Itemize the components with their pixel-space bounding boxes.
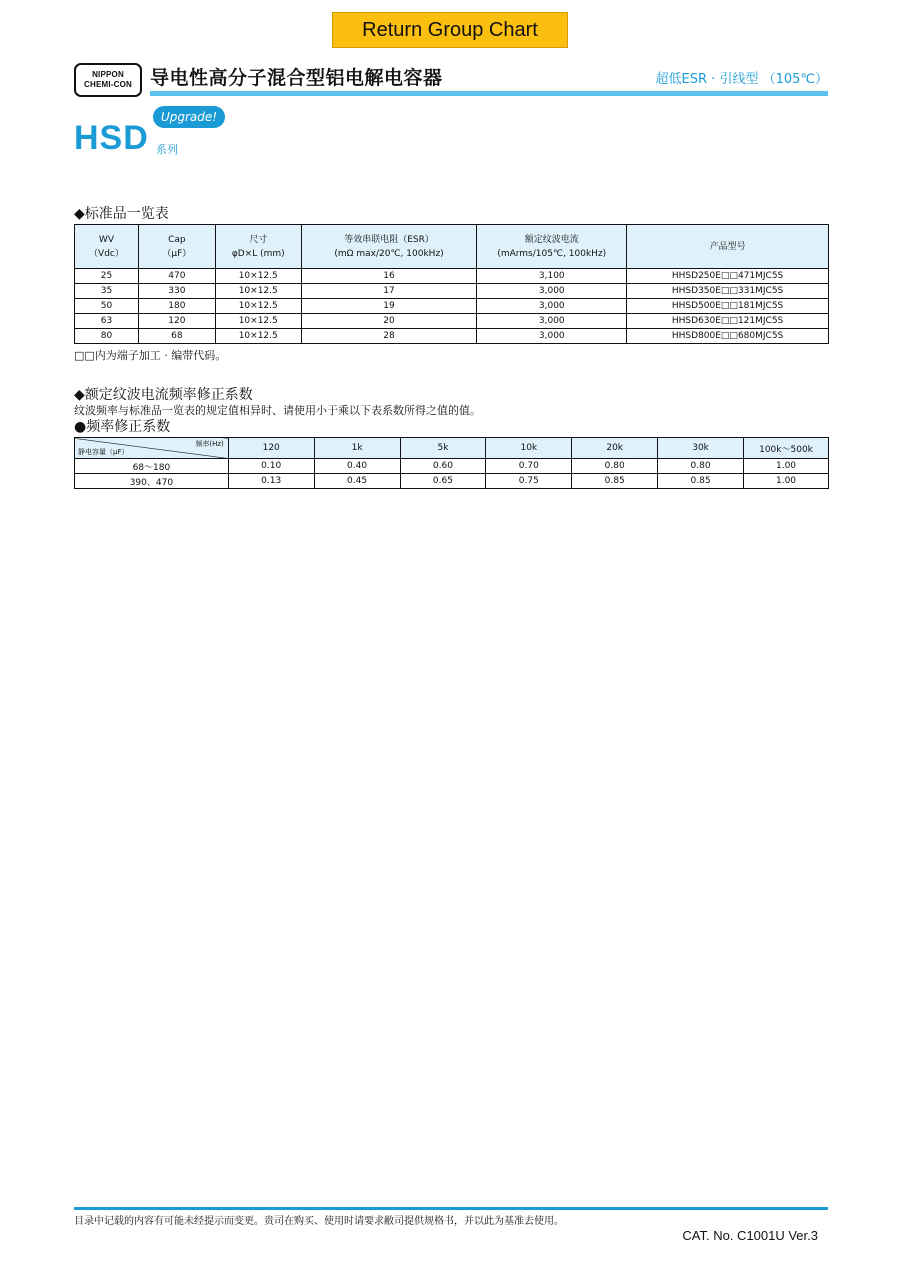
freq-header-cell: 100k～500k	[744, 438, 829, 459]
std-header-cell	[75, 225, 139, 269]
corner-freq-label: 频率(Hz)	[195, 440, 224, 448]
table-cell: 16	[301, 269, 477, 284]
title-rule	[150, 91, 828, 96]
std-header-line: 额定纹波电流	[524, 234, 579, 245]
frequency-correction-table	[74, 437, 829, 489]
table-cell: 10×12.5	[215, 314, 301, 329]
table-cell: 3,000	[477, 284, 627, 299]
table-cell: 0.85	[658, 474, 744, 489]
upgrade-badge: Upgrade!	[153, 106, 225, 128]
table-cell: 0.60	[400, 459, 486, 474]
table-cell: 68	[138, 329, 215, 344]
table-cell: 0.65	[400, 474, 486, 489]
page-title: 导电性高分子混合型铝电解电容器	[150, 67, 443, 89]
table-cell: 35	[75, 284, 139, 299]
table-cell: 0.40	[314, 459, 400, 474]
std-header-line: （Vdc）	[89, 248, 124, 259]
table-cell: 0.10	[228, 459, 314, 474]
std-header-line: Cap	[168, 234, 186, 245]
table-row	[75, 459, 829, 474]
freq-header-cell: 30k	[658, 438, 744, 459]
std-header-line: 产品型号	[709, 241, 746, 252]
table-row	[75, 299, 829, 314]
ripple-description: 纹波频率与标准品一览表的规定值相异时、请使用小于乘以下表系数所得之值的值。	[74, 404, 481, 417]
freq-table-corner	[75, 438, 229, 459]
footer-disclaimer: 目录中记载的内容有可能未经提示而变更。贵司在购买、使用时请要求敝司提供规格书，并以此为基准去使用。	[74, 1216, 564, 1227]
table-cell: 20	[301, 314, 477, 329]
series-suffix: 系列	[156, 143, 178, 156]
freq-header-cell: 10k	[486, 438, 572, 459]
ripple-heading: ◆额定纹波电流频率修正系数	[74, 387, 253, 403]
table-cell: 3,000	[477, 299, 627, 314]
freq-header-cell: 1k	[314, 438, 400, 459]
table-cell: 17	[301, 284, 477, 299]
std-header-line: WV	[98, 234, 114, 245]
std-header-line: （μF）	[162, 248, 192, 259]
table-cell: 0.85	[572, 474, 658, 489]
table-cell: 330	[138, 284, 215, 299]
table-row	[75, 269, 829, 284]
table-cell: 3,000	[477, 314, 627, 329]
standard-heading: ◆标准品一览表	[74, 206, 169, 222]
freq-header-cell: 120	[228, 438, 314, 459]
return-group-chart-button[interactable]: Return Group Chart	[332, 12, 568, 48]
table-cell: 1.00	[744, 459, 829, 474]
table-cell: HHSD500E□□181MJC5S	[627, 299, 829, 314]
table-row	[75, 474, 829, 489]
page-subtitle: 超低ESR · 引线型 （105℃）	[655, 72, 828, 87]
freq-header-cell: 5k	[400, 438, 486, 459]
table-row	[75, 314, 829, 329]
freq-subheading: ●频率修正系数	[74, 419, 171, 435]
nippon-chemi-con-logo	[74, 63, 142, 97]
table-cell: 19	[301, 299, 477, 314]
table-cell: 50	[75, 299, 139, 314]
table-cell: 390、470	[75, 474, 229, 489]
logo-line-1: NIPPON	[92, 70, 124, 79]
standard-products-table	[74, 224, 829, 344]
std-header-cell	[301, 225, 477, 269]
table-cell: 180	[138, 299, 215, 314]
table-cell: 1.00	[744, 474, 829, 489]
table-cell: 470	[138, 269, 215, 284]
freq-header-cell: 20k	[572, 438, 658, 459]
terminal-code-note: □□内为端子加工 · 编带代码。	[74, 349, 227, 362]
table-cell: 120	[138, 314, 215, 329]
std-header-line: (mArms/105℃, 100kHz)	[497, 248, 607, 259]
std-header-cell	[477, 225, 627, 269]
table-cell: 25	[75, 269, 139, 284]
footer-rule	[74, 1207, 828, 1210]
table-cell: 10×12.5	[215, 269, 301, 284]
logo-line-2: CHEMI-CON	[83, 80, 133, 89]
table-cell: 3,000	[477, 329, 627, 344]
std-header-cell	[215, 225, 301, 269]
std-header-line: 等效串联电阻（ESR）	[344, 234, 434, 245]
table-cell: 0.70	[486, 459, 572, 474]
table-cell: 63	[75, 314, 139, 329]
catalog-number: CAT. No. C1001U Ver.3	[682, 1228, 818, 1243]
std-header-line: 尺寸	[249, 234, 268, 245]
table-cell: 80	[75, 329, 139, 344]
table-row	[75, 329, 829, 344]
table-cell: 10×12.5	[215, 329, 301, 344]
std-header-line: φD×L (mm)	[231, 248, 285, 259]
table-cell: 0.80	[572, 459, 658, 474]
table-cell: 0.80	[658, 459, 744, 474]
table-cell: 10×12.5	[215, 299, 301, 314]
table-cell: HHSD350E□□331MJC5S	[627, 284, 829, 299]
table-cell: HHSD250E□□471MJC5S	[627, 269, 829, 284]
table-cell: 28	[301, 329, 477, 344]
table-cell: 3,100	[477, 269, 627, 284]
table-cell: 68～180	[75, 459, 229, 474]
series-code: HSD	[74, 119, 149, 157]
corner-cap-label: 静电容量（μF）	[78, 448, 129, 456]
std-header-line: (mΩ max/20℃, 100kHz)	[334, 248, 444, 259]
table-row	[75, 284, 829, 299]
table-cell: HHSD630E□□121MJC5S	[627, 314, 829, 329]
table-cell: 0.13	[228, 474, 314, 489]
table-cell: HHSD800E□□680MJC5S	[627, 329, 829, 344]
std-header-cell	[627, 225, 829, 269]
table-cell: 0.75	[486, 474, 572, 489]
table-cell: 0.45	[314, 474, 400, 489]
table-cell: 10×12.5	[215, 284, 301, 299]
std-header-cell	[138, 225, 215, 269]
